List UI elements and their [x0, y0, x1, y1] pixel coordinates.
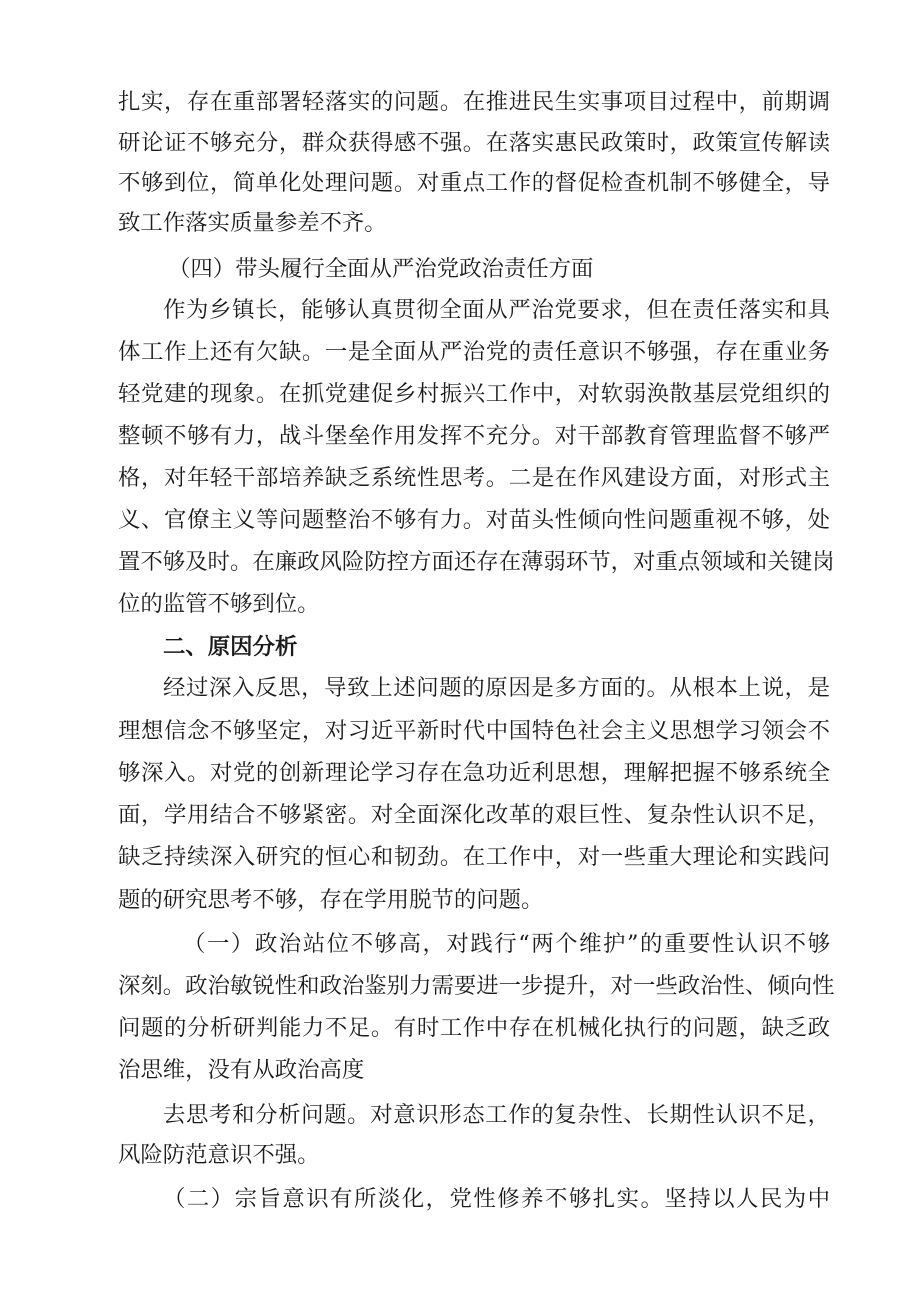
text-line: 面，学用结合不够紧密。对全面深化改革的艰巨性、复杂性认识不足，	[118, 802, 830, 828]
text-line: 够深入。对党的创新理论学习存在急功近利思想，理解把握不够系统全	[118, 760, 830, 786]
text-line: 义、官僚主义等问题整治不够有力。对苗头性倾向性问题重视不够，处	[118, 507, 830, 533]
text-line: 去思考和分析问题。对意识形态工作的复杂性、长期性认识不足，	[163, 1102, 830, 1128]
text-line: 理想信念不够坚定，对习近平新时代中国特色社会主义思想学习领会不	[118, 718, 830, 744]
text-line: 治思维，没有从政治高度	[118, 1057, 365, 1083]
text-line: 体工作上还有欠缺。一是全面从严治党的责任意识不够强，存在重业务	[118, 339, 830, 365]
text-line: 置不够及时。在廉政风险防控方面还存在薄弱环节，对重点领域和关键岗	[118, 549, 835, 575]
text-line: 题的研究思考不够，存在学用脱节的问题。	[118, 887, 544, 913]
text-line: 致工作落实质量参差不齐。	[118, 210, 387, 236]
text-line: （二）宗旨意识有所淡化，党性修养不够扎实。坚持以人民为中	[163, 1186, 830, 1212]
text-line: 深刻。政治敏锐性和政治鉴别力需要进一步提升，对一些政治性、倾向性	[118, 973, 835, 999]
text-line: 整顿不够有力，战斗堡垒作用发挥不充分。对干部教育管理监督不够严	[118, 423, 830, 449]
text-line: 扎实，存在重部署轻落实的问题。在推进民生实事项目过程中，前期调	[118, 89, 830, 115]
text-line: 问题的分析研判能力不足。有时工作中存在机械化执行的问题，缺乏政	[118, 1015, 830, 1041]
text-line: 格，对年轻干部培养缺乏系统性思考。二是在作风建设方面，对形式主	[118, 465, 830, 491]
text-line: 缺乏持续深入研究的恒心和韧劲。在工作中，对一些重大理论和实践问	[118, 844, 830, 870]
section-heading: 二、原因分析	[163, 634, 298, 660]
text-line: 风险防范意识不强。	[118, 1142, 320, 1168]
text-line: 轻党建的现象。在抓党建促乡村振兴工作中，对软弱涣散基层党组织的	[118, 381, 830, 407]
text-line: 不够到位，简单化处理问题。对重点工作的督促检查机制不够健全，导	[118, 170, 830, 196]
text-line: 作为乡镇长，能够认真贯彻全面从严治党要求，但在责任落实和具	[163, 297, 830, 323]
section-subheading: （四）带头履行全面从严治党政治责任方面	[168, 256, 594, 282]
text-line: 位的监管不够到位。	[118, 591, 320, 617]
text-line: 经过深入反思，导致上述问题的原因是多方面的。从根本上说，是	[163, 675, 830, 701]
text-line: 研论证不够充分，群众获得感不强。在落实惠民政策时，政策宣传解读	[118, 130, 830, 156]
text-line: （一）政治站位不够高，对践行“两个维护”的重要性认识不够	[183, 931, 830, 957]
